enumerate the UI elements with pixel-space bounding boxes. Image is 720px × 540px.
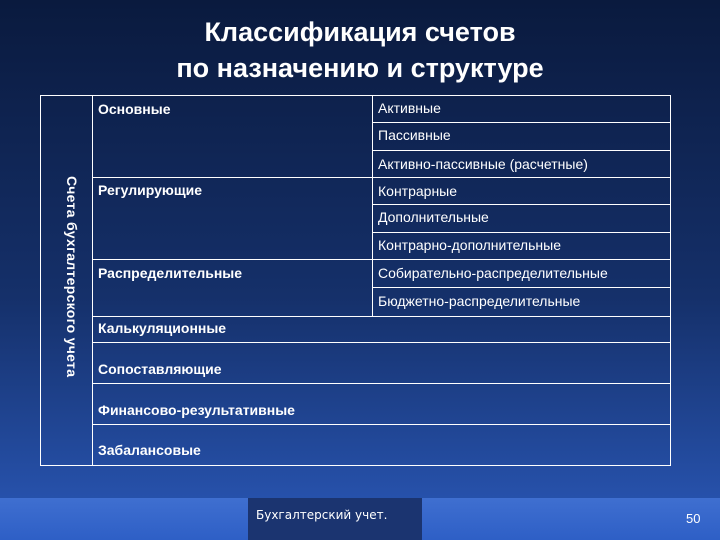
- category-comparing: Сопоставляющие: [98, 361, 222, 377]
- group-rule-basic: [92, 177, 671, 178]
- basic-item-active: Активные: [378, 100, 441, 116]
- basic-rule-1: [372, 122, 671, 123]
- basic-rule-2: [372, 150, 671, 151]
- regulating-item-contra-additional: Контрарно-дополнительные: [378, 237, 561, 253]
- standalone-rule-1: [92, 342, 671, 343]
- group-rule-distributive: [92, 316, 671, 317]
- regulating-rule-1: [372, 204, 671, 205]
- group-distributive-name: Распределительные: [98, 265, 243, 281]
- group-basic-name: Основные: [98, 101, 171, 117]
- distributive-item-collective: Собирательно-распределительные: [378, 265, 608, 281]
- basic-item-passive: Пассивные: [378, 127, 451, 143]
- title-line-2: по назначению и структуре: [176, 53, 544, 83]
- category-financial-result: Финансово-результативные: [98, 402, 295, 418]
- category-costing: Калькуляционные: [98, 320, 227, 336]
- standalone-rule-2: [92, 383, 671, 384]
- category-off-balance: Забалансовые: [98, 442, 201, 458]
- page-number: 50: [686, 511, 701, 526]
- regulating-rule-2: [372, 232, 671, 233]
- distributive-rule-1: [372, 287, 671, 288]
- standalone-rule-3: [92, 424, 671, 425]
- distributive-item-budget: Бюджетно-распределительные: [378, 293, 581, 309]
- group-rule-regulating: [92, 259, 671, 260]
- title-line-1: Классификация счетов: [204, 17, 516, 47]
- slide-title: [0, 14, 720, 86]
- vertical-label: Счета бухгалтерского учета: [64, 176, 80, 378]
- regulating-item-additional: Дополнительные: [378, 209, 489, 225]
- regulating-item-contra: Контрарные: [378, 183, 458, 199]
- group-regulating-name: Регулирующие: [98, 182, 203, 198]
- basic-item-active-passive: Активно-пассивные (расчетные): [378, 156, 588, 172]
- footer-caption: Бухгалтерский учет.: [256, 508, 388, 522]
